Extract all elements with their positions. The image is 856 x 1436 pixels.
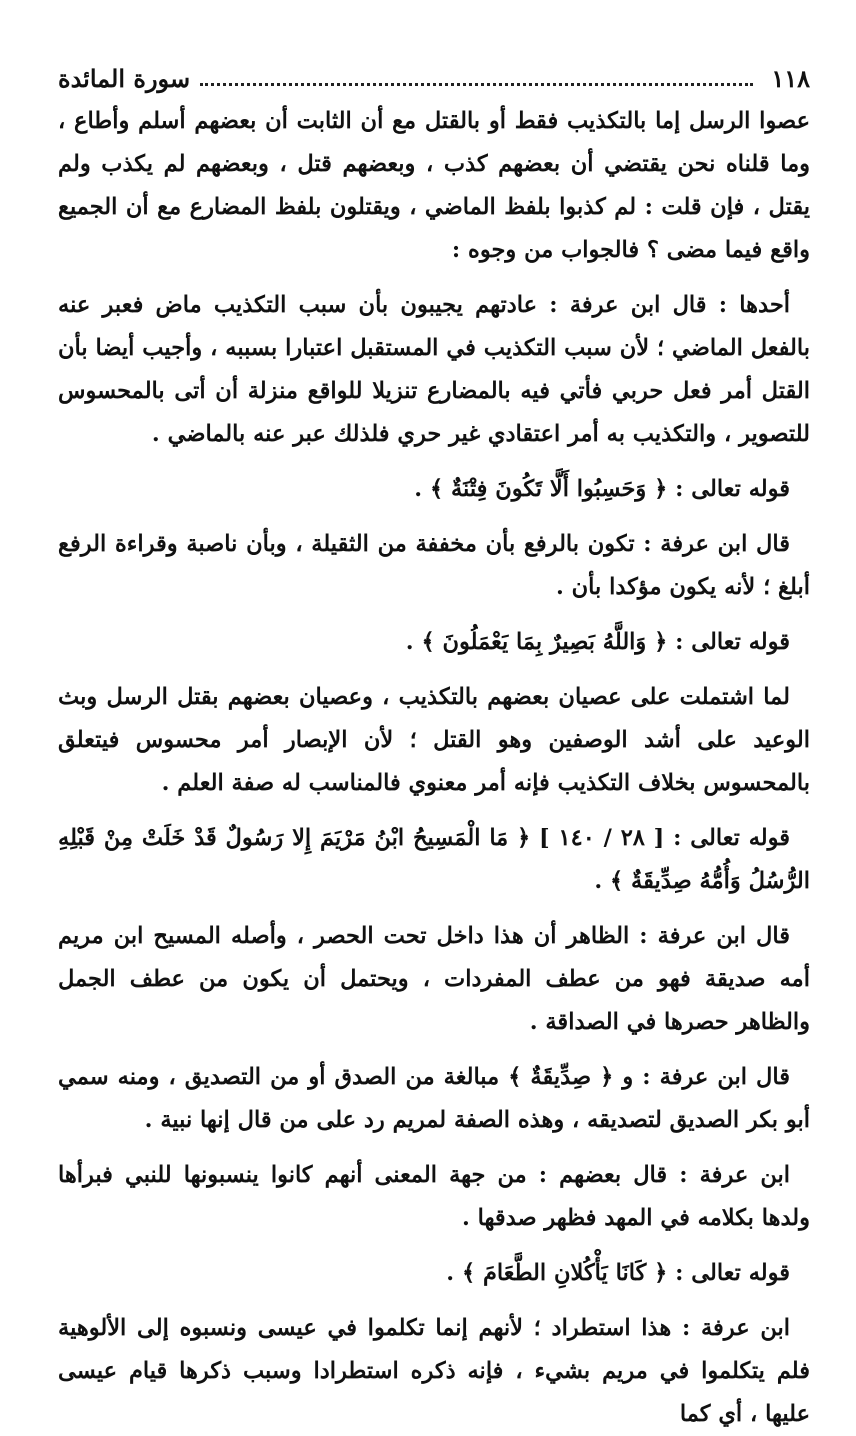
paragraph: أحدها : قال ابن عرفة : عادتهم يجيبون بأن سبب التكذيب ماض فعبر عنه بالفعل الماضي ؛ لأن سبب التكذيب في المستقبل اعتبارا بسببه ، وأجيب أيضا بأن القتل أمر فعل حربي فأتي فيه بالمضارع تنزيلا للواقع منزلة أن أتى بالمحسوس للتصوير ، والتكذيب به أمر اعتقادي غير حري فلذلك عبر عنه بالماضي . (58, 292, 810, 447)
paragraph: ابن عرفة : قال بعضهم : من جهة المعنى أنهم كانوا ينسبونها للنبي فبرأها ولدها بكلامه في المهد فظهر صدقها . (58, 1162, 810, 1231)
paragraph: لما اشتملت على عصيان بعضهم بالتكذيب ، وعصيان بعضهم بقتل الرسل وبث الوعيد على أشد الوصفين وهو القتل ؛ لأن الإبصار أمر محسوس فيتعلق بالمحسوس بخلاف التكذيب فإنه أمر معنوي فالمناسب له صفة العلم . (58, 684, 810, 796)
book-page (58, 58, 810, 1427)
paragraph: قال ابن عرفة : تكون بالرفع بأن مخففة من الثقيلة ، وبأن ناصبة وقراءة الرفع أبلغ ؛ لأنه يكون مؤكدا بأن . (58, 531, 810, 600)
paragraph: قال ابن عرفة : و ﴿ صِدِّيقَةٌ ﴾ مبالغة من الصدق أو من التصديق ، ومنه سمي أبو بكر الصديق لتصديقه ، وهذه الصفة لمريم رد على من قال إنها نبية . (58, 1064, 810, 1133)
page-number: ١١٨ (771, 63, 810, 93)
paragraph: قال ابن عرفة : الظاهر أن هذا داخل تحت الحصر ، وأصله المسيح ابن مريم أمه صديقة فهو من عطف المفردات ، ويحتمل أن يكون من عطف الجمل والظاهر حصرها في الصداقة . (58, 923, 810, 1035)
header-dotted-leader (200, 71, 753, 86)
body-text (58, 100, 810, 1436)
surah-title: سورة المائدة (58, 63, 191, 93)
verse-quote: قوله تعالى : ﴿ كَانَا يَأْكُلانِ الطَّعَامَ ﴾ . (446, 1260, 790, 1286)
page-header (58, 58, 810, 98)
verse-quote: قوله تعالى : ﴿ وَاللَّهُ بَصِيرٌ بِمَا يَعْمَلُونَ ﴾ . (405, 629, 790, 655)
paragraph: ابن عرفة : هذا استطراد ؛ لأنهم إنما تكلموا في عيسى ونسبوه إلى الألوهية فلم يتكلموا في مريم بشيء ، فإنه ذكره استطرادا وسبب ذكرها قيام عيسى عليها ، أي كما (58, 1315, 810, 1427)
verse-quote: قوله تعالى : [ ٢٨ / ١٤٠ ] ﴿ مَا الْمَسِيحُ ابْنُ مَرْيَمَ إِلا رَسُولٌ قَدْ خَلَتْ مِنْ قَبْلِهِ الرُّسُلُ وَأُمُّهُ صِدِّيقَةٌ ﴾ . (58, 825, 810, 894)
paragraph: عصوا الرسل إما بالتكذيب فقط أو بالقتل مع أن الثابت أن بعضهم أسلم وأطاع ، وما قلناه نحن يقتضي أن بعضهم كذب ، وبعضهم قتل ، وبعضهم لم يكذب ولم يقتل ، فإن قلت : لم كذبوا بلفظ الماضي ، ويقتلون بلفظ المضارع مع أن الجميع واقع فيما مضى ؟ فالجواب من وجوه : (58, 108, 810, 263)
verse-quote: قوله تعالى : ﴿ وَحَسِبُوا أَلَّا تَكُونَ فِتْنَةٌ ﴾ . (414, 476, 790, 502)
